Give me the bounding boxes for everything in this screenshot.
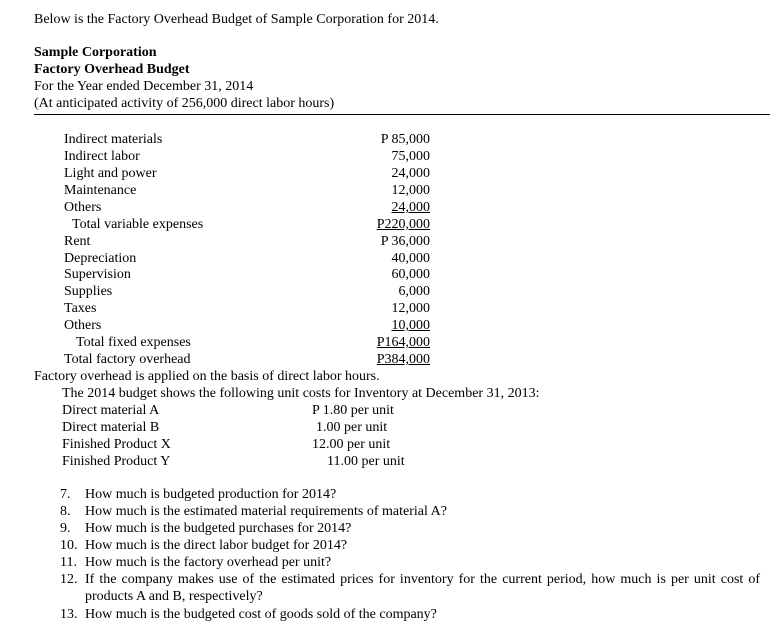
total-fixed-amount: P164,000 bbox=[376, 335, 430, 350]
unit-cost-value: 1.00 per unit bbox=[316, 420, 388, 435]
header-divider bbox=[34, 114, 770, 115]
intro-text: Below is the Factory Overhead Budget of Sample Corporation for 2014. bbox=[34, 12, 439, 27]
total-overhead-amount: P384,000 bbox=[376, 352, 430, 367]
variable-amount: 24,000 bbox=[391, 166, 430, 181]
total-overhead-label: Total factory overhead bbox=[64, 352, 191, 367]
fixed-label: Supervision bbox=[64, 267, 131, 282]
question-number: 12. bbox=[60, 572, 78, 587]
question-item bbox=[60, 554, 760, 571]
question-text: How much is the budgeted cost of goods sold of the company? bbox=[85, 607, 437, 622]
fixed-amount: 60,000 bbox=[391, 267, 430, 282]
question-text: How much is the factory overhead per unit? bbox=[85, 555, 332, 570]
unit-cost-item: Direct material A bbox=[62, 403, 160, 418]
unit-cost-value: P 1.80 per unit bbox=[312, 403, 394, 418]
fixed-label: Others bbox=[64, 318, 102, 333]
unit-cost-value: 12.00 per unit bbox=[312, 437, 391, 452]
company-name: Sample Corporation bbox=[34, 45, 157, 60]
unit-cost-item: Finished Product X bbox=[62, 437, 171, 452]
fixed-amount: 6,000 bbox=[398, 284, 430, 299]
variable-amount: 75,000 bbox=[391, 149, 430, 164]
unit-costs-intro: The 2014 budget shows the following unit costs for Inventory at December 31, 2013: bbox=[62, 386, 540, 401]
fixed-label: Rent bbox=[64, 234, 91, 249]
question-item bbox=[60, 537, 760, 554]
fixed-label: Taxes bbox=[64, 301, 97, 316]
question-number: 11. bbox=[60, 555, 77, 570]
variable-label: Others bbox=[64, 200, 102, 215]
variable-label: Indirect materials bbox=[64, 132, 163, 147]
question-text: How much is the direct labor budget for 2014? bbox=[85, 538, 348, 553]
question-text: How much is budgeted production for 2014? bbox=[85, 487, 337, 502]
total-variable-label: Total variable expenses bbox=[72, 217, 204, 232]
unit-cost-value: 11.00 per unit bbox=[327, 454, 405, 469]
question-number: 7. bbox=[60, 487, 71, 502]
fixed-amount: 40,000 bbox=[391, 251, 430, 266]
question-item bbox=[60, 486, 760, 503]
variable-label: Maintenance bbox=[64, 183, 137, 198]
total-variable-amount: P220,000 bbox=[376, 217, 430, 232]
question-number: 13. bbox=[60, 607, 78, 622]
question-text: How much is the estimated material requirements of material A? bbox=[85, 504, 447, 519]
variable-label: Light and power bbox=[64, 166, 157, 181]
total-fixed-label: Total fixed expenses bbox=[76, 335, 191, 350]
unit-cost-item: Finished Product Y bbox=[62, 454, 171, 469]
fixed-label: Supplies bbox=[64, 284, 113, 299]
variable-amount: P 85,000 bbox=[380, 132, 430, 147]
question-item bbox=[60, 520, 760, 537]
budget-activity: (At anticipated activity of 256,000 direct labor hours) bbox=[34, 96, 335, 111]
budget-title: Factory Overhead Budget bbox=[34, 62, 190, 77]
question-text: If the company makes use of the estimated prices for inventory for the current period, how much is per unit cost of products A and B, respectively? bbox=[85, 572, 760, 604]
fixed-label: Depreciation bbox=[64, 251, 137, 266]
variable-amount: 12,000 bbox=[391, 183, 430, 198]
question-text: How much is the budgeted purchases for 2014? bbox=[85, 521, 352, 536]
question-number: 9. bbox=[60, 521, 71, 536]
question-number: 10. bbox=[60, 538, 78, 553]
fixed-amount: 10,000 bbox=[391, 318, 430, 333]
variable-label: Indirect labor bbox=[64, 149, 140, 164]
question-number: 8. bbox=[60, 504, 71, 519]
fixed-amount: P 36,000 bbox=[380, 234, 430, 249]
fixed-amount: 12,000 bbox=[391, 301, 430, 316]
unit-cost-item: Direct material B bbox=[62, 420, 160, 435]
variable-amount: 24,000 bbox=[391, 200, 430, 215]
question-item bbox=[60, 606, 760, 623]
question-item bbox=[60, 503, 760, 520]
question-item bbox=[60, 571, 760, 605]
budget-period: For the Year ended December 31, 2014 bbox=[34, 79, 254, 94]
overhead-note: Factory overhead is applied on the basis of direct labor hours. bbox=[34, 369, 380, 384]
